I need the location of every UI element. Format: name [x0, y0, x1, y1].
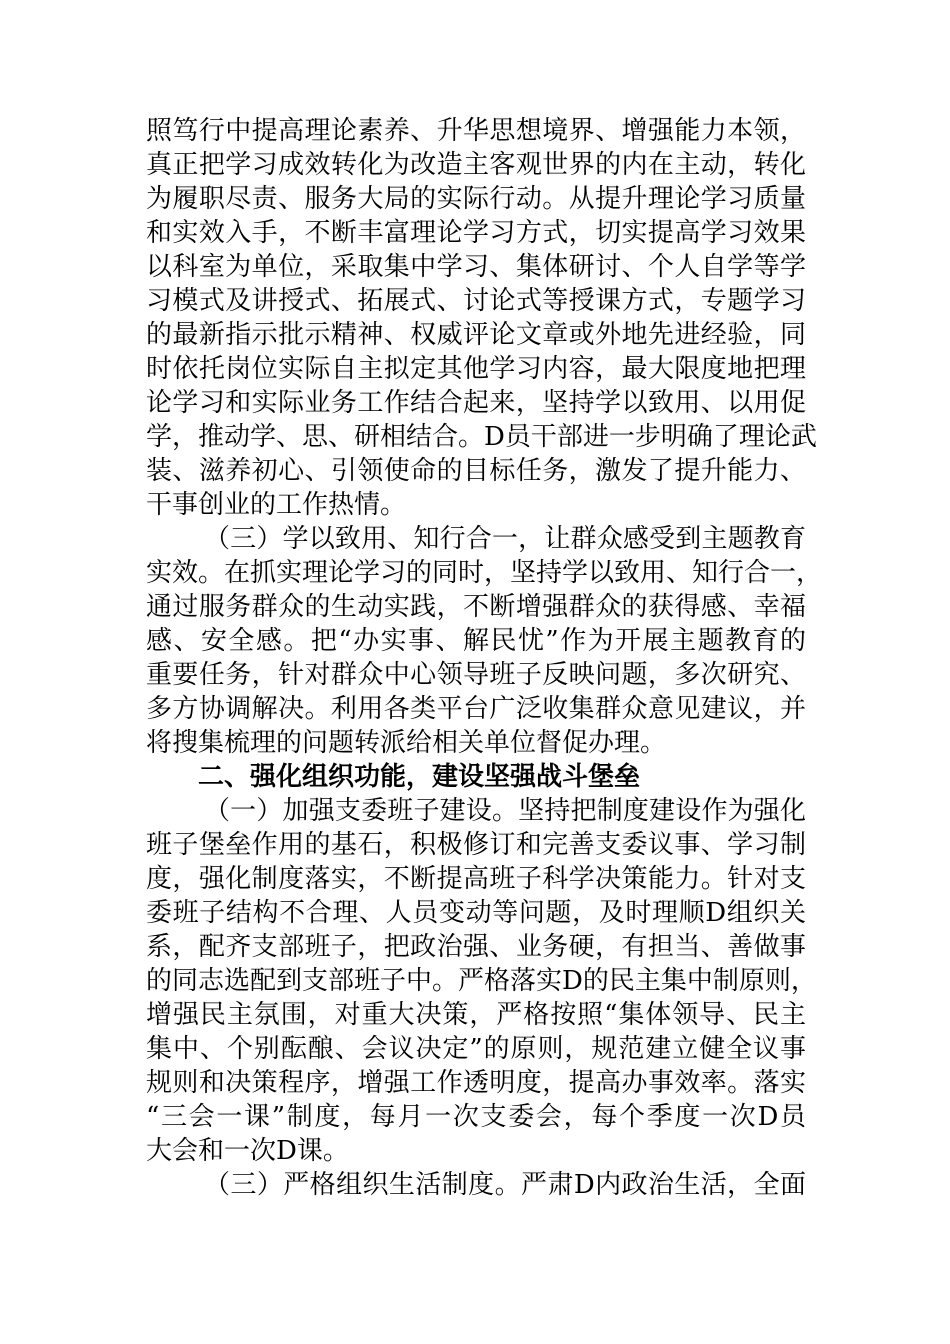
paragraph-line: 感、安全感。把“办实事、解民忧”作为开展主题教育的 — [146, 626, 806, 656]
paragraph-line: 的最新指示批示精神、权威评论文章或外地先进经验，同 — [146, 320, 806, 350]
subsection-heading-line: （三）严格组织生活制度。严肃D内政治生活，全面 — [204, 1170, 806, 1200]
paragraph-line: 通过服务群众的生动实践，不断增强群众的获得感、幸福 — [146, 592, 806, 622]
paragraph-line: 实效。在抓实理论学习的同时，坚持学以致用、知行合一， — [146, 558, 823, 588]
paragraph-line: 委班子结构不合理、人员变动等问题，及时理顺D组织关 — [146, 898, 806, 928]
paragraph-line: 论学习和实际业务工作结合起来，坚持学以致用、以用促 — [146, 388, 806, 418]
paragraph-line: 以科室为单位，采取集中学习、集体研讨、个人自学等学 — [146, 252, 806, 282]
paragraph-line: 班子堡垒作用的基石，积极修订和完善支委议事、学习制 — [146, 830, 806, 860]
paragraph-line: 重要任务，针对群众中心领导班子反映问题，多次研究、 — [146, 660, 806, 690]
paragraph-line: 为履职尽责、服务大局的实际行动。从提升理论学习质量 — [146, 184, 806, 214]
paragraph-line: 照笃行中提高理论素养、升华思想境界、增强能力本领， — [146, 116, 806, 146]
paragraph-line: 和实效入手，不断丰富理论学习方式，切实提高学习效果 — [146, 218, 806, 248]
paragraph-line: 系，配齐支部班子，把政治强、业务硬，有担当、善做事 — [146, 932, 806, 962]
paragraph-line: 集中、个别酝酿、会议决定”的原则，规范建立健全议事 — [146, 1034, 806, 1064]
paragraph-line: 大会和一次D课。 — [146, 1136, 349, 1166]
subsection-heading-line: （一）加强支委班子建设。坚持把制度建设作为强化 — [204, 796, 806, 826]
paragraph-line: 装、滋养初心、引领使命的目标任务，激发了提升能力、 — [146, 456, 806, 486]
paragraph-line: 习模式及讲授式、拓展式、讨论式等授课方式，专题学习 — [146, 286, 806, 316]
section-heading: 二、强化组织功能，建设坚强战斗堡垒 — [198, 762, 641, 792]
subsection-heading-line: （三）学以致用、知行合一，让群众感受到主题教育 — [204, 524, 806, 554]
paragraph-line: 多方协调解决。利用各类平台广泛收集群众意见建议，并 — [146, 694, 806, 724]
paragraph-line: 增强民主氛围，对重大决策，严格按照“集体领导、民主 — [146, 1000, 806, 1030]
paragraph-line: 时依托岗位实际自主拟定其他学习内容，最大限度地把理 — [146, 354, 806, 384]
paragraph-line: 将搜集梳理的问题转派给相关单位督促办理。 — [146, 728, 667, 758]
paragraph-line: 学，推动学、思、研相结合。D员干部进一步明确了理论武 — [146, 422, 817, 452]
paragraph-line: 真正把学习成效转化为改造主客观世界的内在主动，转化 — [146, 150, 806, 180]
paragraph-line: “三会一课”制度，每月一次支委会，每个季度一次D员 — [146, 1102, 806, 1132]
document-body — [146, 114, 823, 1202]
paragraph-line: 的同志选配到支部班子中。严格落实D的民主集中制原则， — [146, 966, 817, 996]
paragraph-line: 干事创业的工作热情。 — [146, 490, 407, 520]
paragraph-line: 规则和决策程序，增强工作透明度，提高办事效率。落实 — [146, 1068, 806, 1098]
paragraph-line: 度，强化制度落实，不断提高班子科学决策能力。针对支 — [146, 864, 806, 894]
